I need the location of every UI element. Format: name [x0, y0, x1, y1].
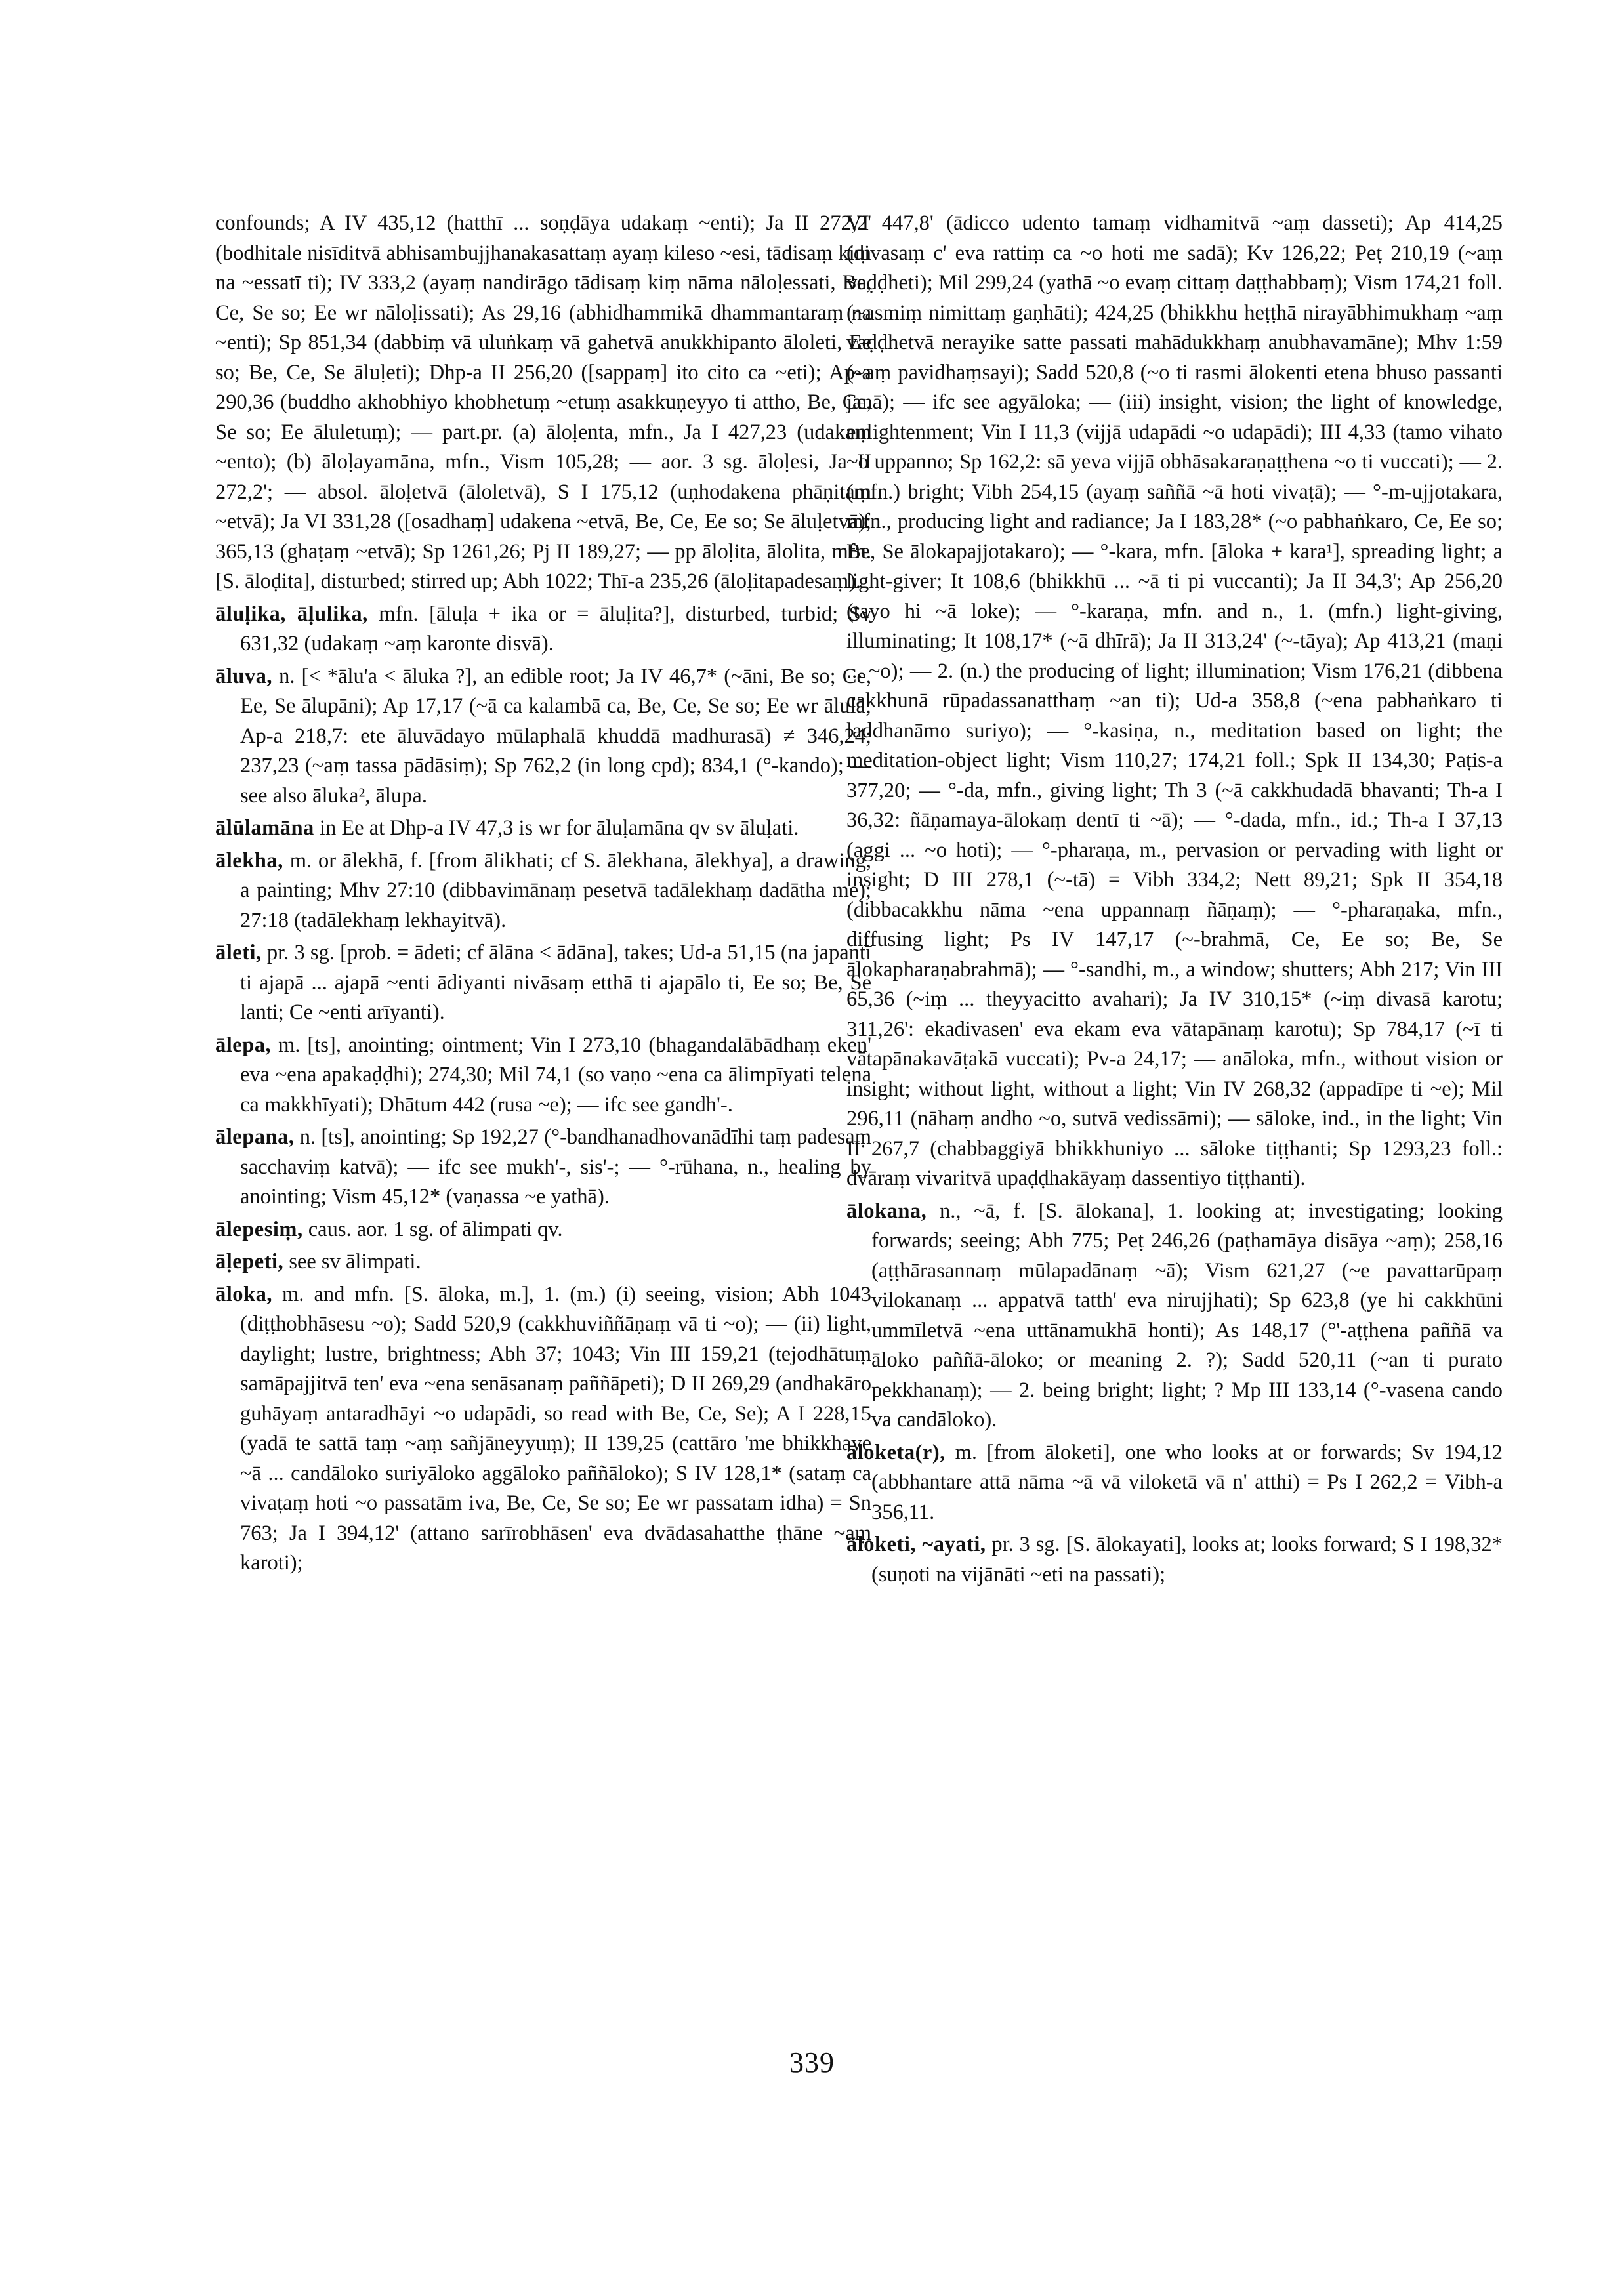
entry-continuation	[846, 209, 1503, 1194]
dictionary-entry	[215, 846, 871, 936]
headword: āluḷika, āḷulika,	[215, 602, 368, 626]
headword: āloka,	[215, 1282, 272, 1306]
entry-body: n., ~ā, f. [S. ālokana], 1. looking at; investigating; looking forwards; seeing; Abh 775; Peṭ 246,26 (paṭhamāya disāya ~aṃ); 258,16 (aṭṭhārasannaṃ mūlapadānaṃ ~ā); Vism 621,27 (~e pavattarūpaṃ vilokanaṃ ... appatvā tatth' eva nirujjhati); Sp 623,8 (ye hi cakkhūni ummīletvā ~ena uttānamukhā honti); As 148,17 (°'-aṭṭhena paññā va āloko paññā-āloko; or meaning 2. ?); Sadd 520,11 (~an ti purato pekkhanaṃ); — 2. being bright; light; ? Mp III 133,14 (°-vasena cando va candāloko).	[871, 1199, 1503, 1432]
page-number: 339	[789, 2046, 835, 2078]
dictionary-entry	[846, 1530, 1503, 1590]
entry-body: caus. aor. 1 sg. of ālimpati qv.	[308, 1217, 563, 1241]
headword: ālepesiṃ,	[215, 1217, 303, 1241]
headword: ālepana,	[215, 1125, 295, 1149]
right-column	[846, 209, 1503, 1592]
headword: āloketi, ~ayati,	[846, 1533, 986, 1556]
dictionary-entry	[215, 814, 871, 844]
entry-body: pr. 3 sg. [S. ālokayati], looks at; looks forward; S I 198,32* (suṇoti na vijānāti ~eti na passati);	[871, 1533, 1503, 1586]
dictionary-entry	[846, 1197, 1503, 1436]
dictionary-entry	[215, 1123, 871, 1212]
headword: āleti,	[215, 941, 262, 964]
entry-body: in Ee at Dhp-a IV 47,3 is wr for āluḷamāna qv sv āluḷati.	[319, 816, 799, 840]
left-column	[215, 209, 871, 1581]
headword: ālūlamāna	[215, 816, 314, 840]
entry-body: see sv ālimpati.	[289, 1250, 421, 1273]
entry-body: n. [ts], anointing; Sp 192,27 (°-bandhanadhovanādīhi taṃ padesaṃ sacchaviṃ katvā); — ifc see mukh'-, sis'-; — °-rūhana, n., healing by anointing; Vism 45,12* (vaṇassa ~e yathā).	[240, 1125, 871, 1209]
entry-body: pr. 3 sg. [prob. = ādeti; cf ālāna < ādāna], takes; Ud-a 51,15 (na japantī ti ajapā ... ajapā ~enti ādiyanti nivāsaṃ etthā ti ajapālo ti, Ee so; Be, Se lanti; Ce ~enti arīyanti).	[240, 941, 872, 1024]
dictionary-entry	[215, 1280, 871, 1579]
headword: ālokana,	[846, 1199, 927, 1223]
entry-body: m. and mfn. [S. āloka, m.], 1. (m.) (i) seeing, vision; Abh 1043 (diṭṭhobhāsesu ~o); Sadd 520,9 (cakkhuviññāṇaṃ vā ti ~o); — (ii) light, daylight; lustre, brightness; Abh 37; 1043; Vin III 159,21 (tejodhātuṃ samāpajjitvā ten' eva ~ena senāsanaṃ paññāpeti); D II 269,29 (andhakāro guhāyaṃ antaradhāyi ~o udapādi, so read with Be, Ce, Se); A I 228,15 (yadā te sattā taṃ ~aṃ sañjāneyyuṃ); II 139,25 (cattāro 'me bhikkhave ~ā ... candāloko suriyāloko aggāloko paññāloko); S IV 128,1* (sataṃ ca vivaṭaṃ hoti ~o passatām iva, Be, Ce, Se so; Ee wr passatam idha) = Sn 763; Ja I 394,12' (attano sarīrobhāsen' eva dvādasahatthe ṭhāne ~aṃ karoti);	[240, 1282, 871, 1575]
dictionary-entry	[215, 1247, 871, 1277]
entry-body: VI 447,8' (ādicco udento tamaṃ vidhamitvā ~aṃ dasseti); Ap 414,25 (divasaṃ c' eva rattiṃ ca ~o hoti me sadā); Kv 126,22; Peṭ 210,19 (~aṃ vaḍḍheti); Mil 299,24 (yathā ~o evaṃ cittaṃ daṭṭhabbaṃ); Vism 174,21 foll. (~asmiṃ nimittaṃ gaṇhāti); 424,25 (bhikkhu heṭṭhā nirayābhimukhaṃ ~aṃ vaḍḍhetvā nerayike satte passati mahādukkhaṃ anubhavamāne); Mhv 1:59 (~aṃ pavidhaṃsayi); Sadd 520,8 (~o ti rasmi ālokenti etena bhuso passanti janā); — ifc see agyāloka; — (iii) insight, vision; the light of knowledge, enlightenment; Vin I 11,3 (vijjā udapādi ~o udapādi); III 4,33 (tamo vihato ~o uppanno; Sp 162,2: sā yeva vijjā obhāsakaraṇaṭṭhena ~o ti vuccati); — 2. (mfn.) bright; Vibh 254,15 (ayaṃ saññā ~ā hoti vivaṭā); — °-m-ujjotakara, mfn., producing light and radiance; Ja I 183,28* (~o pabhaṅkaro, Ce, Ee so; Be, Se ālokapajjotakaro); — °-kara, mfn. [āloka + kara¹], spreading light; a light-giver; It 108,6 (bhikkhū ... ~ā ti pi vuccanti); Ja II 34,3'; Ap 256,20 (tayo hi ~ā loke); — °-karaṇa, mfn. and n., 1. (mfn.) light-giving, illuminating; It 108,17* (~ā dhīrā); Ja II 313,24' (~-tāya); Ap 413,21 (maṇi ... ~o); — 2. (n.) the producing of light; illumination; Vism 176,21 (dibbena cakkhunā rūpadassanatthaṃ ~an ti); Ud-a 358,8 (~ena pabhaṅkaro ti laddhanāmo suriyo); — °-kasiṇa, n., meditation based on light; the meditation-object light; Vism 110,27; 174,21 foll.; Spk II 134,30; Paṭis-a 377,20; — °-da, mfn., giving light; Th 3 (~ā cakkhudadā bhavanti; Th-a I 36,32: ñāṇamaya-ālokaṃ dentī ti ~ā); — °-dada, mfn., id.; Th-a I 37,13 (aggi ... ~o hoti); — °-pharaṇa, m., pervasion or pervading with light or insight; D III 278,1 (~-tā) = Vibh 334,2; Nett 89,21; Spk II 354,18 (dibbacakkhu nāma ~ena uppannaṃ ñāṇaṃ); — °-pharaṇaka, mfn., diffusing light; Ps IV 147,17 (~-brahmā, Ce, Ee so; Be, Se ālokapharaṇabrahmā); — °-sandhi, m., a window; shutters; Abh 217; Vin III 65,36 (~iṃ ... theyyacitto avahari); Ja IV 310,15* (~iṃ divasā karotu; 311,26': ekadivasen' eva ekam eva vātapānaṃ karotu); Sp 784,17 (~ī ti vātapānakavāṭakā vuccati); Pv-a 24,17; — anāloka, mfn., without vision or insight; without light, without a light; Vin IV 268,32 (appadīpe ti ~e); Mil 296,11 (nāhaṃ andho ~o, sutvā vedissāmi); — sāloke, ind., in the light; Vin II 267,7 (chabbaggiyā bhikkhuniyo ... sāloke tiṭṭhanti; Sp 1293,23 foll.: dvāraṃ vivaritvā upaḍḍhakāyaṃ dassentiyo tiṭṭhanti).	[846, 211, 1503, 1190]
entry-body: m. [from āloketi], one who looks at or forwards; Sv 194,12 (abbhantare attā nāma ~ā vā viloketā vā n' atthi) = Ps I 262,2 = Vibh-a 356,11.	[871, 1440, 1503, 1524]
dictionary-entry	[215, 662, 871, 812]
entry-body: confounds; A IV 435,12 (hatthī ... soṇḍāya udakaṃ ~enti); Ja II 272,2' (bodhitale nisīditvā abhisambujjhanakasattaṃ ayaṃ kileso ~esi, tādisaṃ kiṃ na ~essatī ti); IV 333,2 (ayaṃ nandirāgo tādisaṃ kiṃ nāma nāloḷessati, Be, Ce, Se so; Ee wr nāloḷissati); As 29,16 (abhidhammikā dhammantaraṃ na ~enti); Sp 851,34 (dabbiṃ vā uluṅkaṃ vā gahetvā anukkhipanto āloleti, Ee so; Be, Ce, Se āluḷeti); Dhp-a II 256,20 ([sappaṃ] ito cito ca ~eti); Ap-a 290,36 (buddho akhobhiyo khobhetuṃ ~etuṃ asakkuṇeyyo ti attho, Be, Ce, Se so; Ee āluletuṃ); — part.pr. (a) āloḷenta, mfn., Ja I 427,23 (udakaṃ ~ento); (b) āloḷayamāna, mfn., Vism 105,28; — aor. 3 sg. āloḷesi, Ja II 272,2'; — absol. āloḷetvā (āloletvā), S I 175,12 (uṇhodakena phāṇitaṃ ~etvā); Ja VI 331,28 ([osadhaṃ] udakena ~etvā, Be, Ce, Ee so; Se āluḷetvā); 365,13 (ghaṭaṃ ~etvā); Sp 1261,26; Pj II 189,27; — pp āloḷita, ālolita, mfn. [S. āloḍita], disturbed; stirred up; Abh 1022; Thī-a 235,26 (āloḷitapadesaṃ).	[215, 211, 871, 593]
entry-continuation	[215, 209, 871, 597]
dictionary-entry	[215, 1031, 871, 1121]
headword: ālekha,	[215, 848, 283, 873]
headword: āḷepeti,	[215, 1250, 284, 1273]
headword: āloketa(r),	[846, 1440, 946, 1464]
dictionary-entry	[215, 938, 871, 1028]
dictionary-entry	[215, 1215, 871, 1245]
entry-body: n. [< *ālu'a < āluka ?], an edible root; Ja IV 46,7* (~āni, Be so; Ce, Ee, Se ālupāni); Ap 17,17 (~ā ca kalambā ca, Be, Ce, Se so; Ee wr ālulā; Ap-a 218,7: ete āluvādayo mūlaphalā khuddā madhurasā) ≠ 346,24; 237,23 (~aṃ tassa pādāsiṃ); Sp 762,2 (in long cpd); 834,1 (°-kando); — see also āluka², ālupa.	[240, 664, 871, 808]
entry-body: mfn. [āluḷa + ika or = āluḷita?], disturbed, turbid; Sv 631,32 (udakaṃ ~aṃ karonte disvā).	[240, 602, 871, 655]
headword: ālepa,	[215, 1033, 272, 1057]
dictionary-entry	[215, 600, 871, 659]
headword: āluva,	[215, 664, 272, 688]
entry-body: m. [ts], anointing; ointment; Vin I 273,10 (bhagandalābādhaṃ eken' eva ~ena apakaḍḍhi); 274,30; Mil 74,1 (so vaṇo ~ena ca ālimpīyati telena ca makkhīyati); Dhātum 442 (rusa ~e); — ifc see gandh'-.	[240, 1033, 872, 1117]
dictionary-entry	[846, 1438, 1503, 1528]
entry-body: m. or ālekhā, f. [from ālikhati; cf S. ālekhana, ālekhya], a drawing, a painting; Mhv 27:10 (dibbavimānaṃ pesetvā tadālekhaṃ dadātha me); 27:18 (tadālekhaṃ lekhayitvā).	[240, 848, 872, 932]
